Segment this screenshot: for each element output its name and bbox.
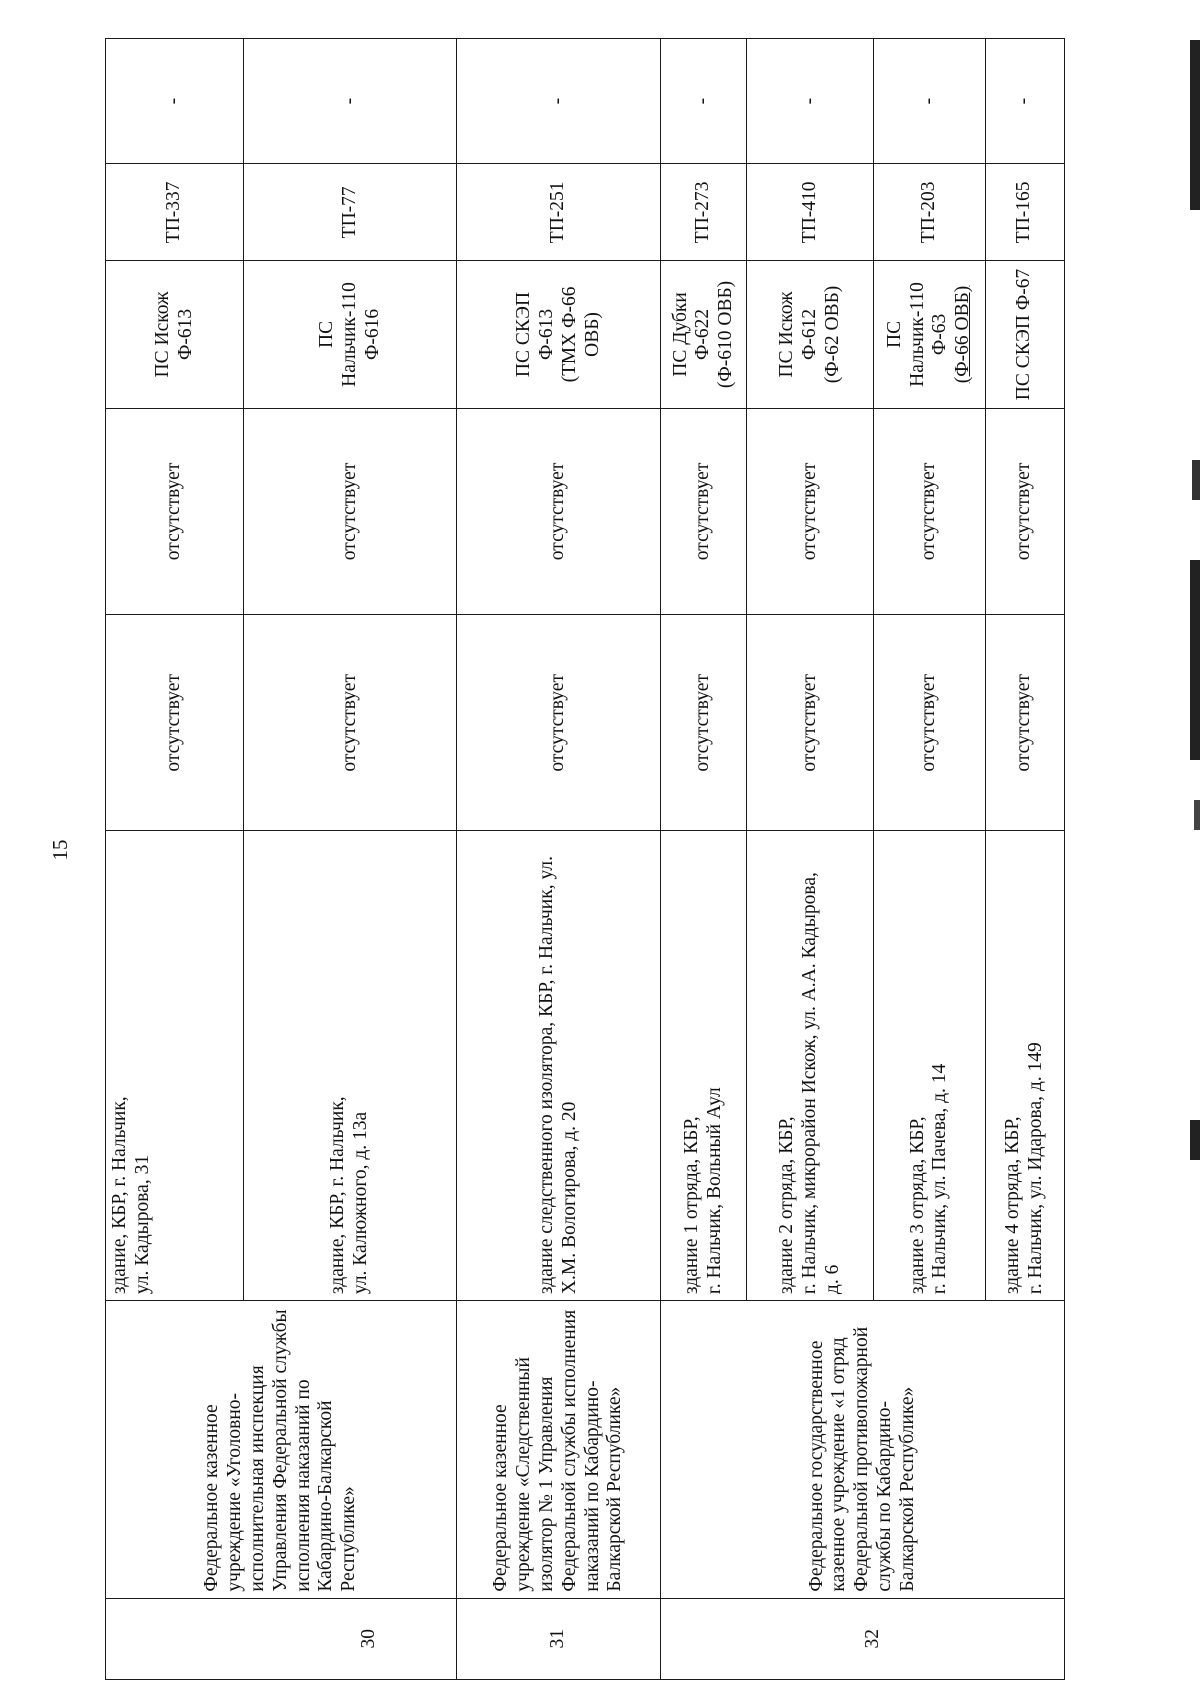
substation-line: (Ф-66 ОВБ) <box>952 285 974 384</box>
cell-org: Федеральное государственное казенное учреждение «1 отряд Федеральной противопожарной службы по Кабардино-Балкарской Республике» <box>661 1301 1065 1599</box>
cell-tp: ТП-337 <box>106 164 244 261</box>
cell-last: - <box>985 39 1064 164</box>
cell-address: здание, КБР, г. Нальчик, ул. Калюжного, д. 13а <box>244 831 457 1301</box>
cell-col4: отсутствует <box>661 615 747 831</box>
cell-tp: ТП-203 <box>874 164 985 261</box>
cell-last: - <box>244 39 457 164</box>
cell-col5: отсутствует <box>661 408 747 615</box>
cell-tp: ТП-77 <box>244 164 457 261</box>
cell-col4: отсутствует <box>244 615 457 831</box>
cell-col4: отсутствует <box>985 615 1064 831</box>
cell-num: 32 <box>661 1598 1065 1679</box>
cell-address: здание следственного изолятора, КБР, г. Нальчик, ул. Х.М. Вологирова, д. 20 <box>457 831 661 1301</box>
table-row <box>106 39 244 1680</box>
cell-col4: отсутствует <box>747 615 874 831</box>
cell-num: 31 <box>457 1598 661 1679</box>
cell-last: - <box>106 39 244 164</box>
cell-tp: ТП-410 <box>747 164 874 261</box>
cell-col4: отсутствует <box>457 615 661 831</box>
data-table <box>105 38 1065 1680</box>
cell-tp: ТП-273 <box>661 164 747 261</box>
cell-substation <box>874 261 985 408</box>
cell-last: - <box>747 39 874 164</box>
cell-substation: ПС СКЭП Ф-613 (ТМХ Ф-66 ОВБ) <box>457 261 661 408</box>
cell-address: здание, КБР, г. Нальчик, ул. Кадырова, 31 <box>106 831 244 1301</box>
substation-line: ПС Нальчик-110 <box>883 282 928 387</box>
cell-col4: отсутствует <box>106 615 244 831</box>
cell-last: - <box>661 39 747 164</box>
substation-line: Ф-63 <box>929 313 951 356</box>
cell-org: Федеральное казенное учреждение «Уголовно-исполнительная инспекция Управления Федеральной службы исполнения наказаний по Кабардино-Балкарской Республике» <box>106 1301 457 1599</box>
cell-col5: отсутствует <box>985 408 1064 615</box>
cell-substation: ПС СКЭП Ф-67 <box>985 261 1064 408</box>
page-number: 15 <box>48 839 72 861</box>
cell-substation: ПС Искож Ф-613 <box>106 261 244 408</box>
cell-substation: ПС Дубки Ф-622 (Ф-610 ОВБ) <box>661 261 747 408</box>
cell-col5: отсутствует <box>244 408 457 615</box>
cell-address: здание 2 отряда, КБР, г. Нальчик, микрорайон Искож, ул. А.А. Кадырова, д. 6 <box>747 831 874 1301</box>
cell-substation: ПС Нальчик-110 Ф-616 <box>244 261 457 408</box>
cell-address: здание 1 отряда, КБР, г. Нальчик, Вольный Аул <box>661 831 747 1301</box>
cell-address: здание 3 отряда, КБР, г. Нальчик, ул. Пачева, д. 14 <box>874 831 985 1301</box>
cell-tp: ТП-251 <box>457 164 661 261</box>
table-row <box>661 39 747 1680</box>
cell-org: Федеральное казенное учреждение «Следственный изолятор № 1 Управления Федеральной службы исполнения наказаний по Кабардино-Балкарской Республике» <box>457 1301 661 1599</box>
cell-num: 30 <box>106 1598 457 1679</box>
cell-substation: ПС Искож Ф-612 (Ф-62 ОВБ) <box>747 261 874 408</box>
rotated-table-wrapper <box>105 38 1065 1680</box>
cell-col5: отсутствует <box>747 408 874 615</box>
cell-col5: отсутствует <box>106 408 244 615</box>
cell-last: - <box>457 39 661 164</box>
cell-address: здание 4 отряда, КБР, г. Нальчик, ул. Идарова, д. 149 <box>985 831 1064 1301</box>
cell-last: - <box>874 39 985 164</box>
cell-col5: отсутствует <box>874 408 985 615</box>
scan-edge-marks <box>1188 40 1200 1600</box>
table-row <box>457 39 661 1680</box>
cell-col4: отсутствует <box>874 615 985 831</box>
cell-tp: ТП-165 <box>985 164 1064 261</box>
cell-col5: отсутствует <box>457 408 661 615</box>
